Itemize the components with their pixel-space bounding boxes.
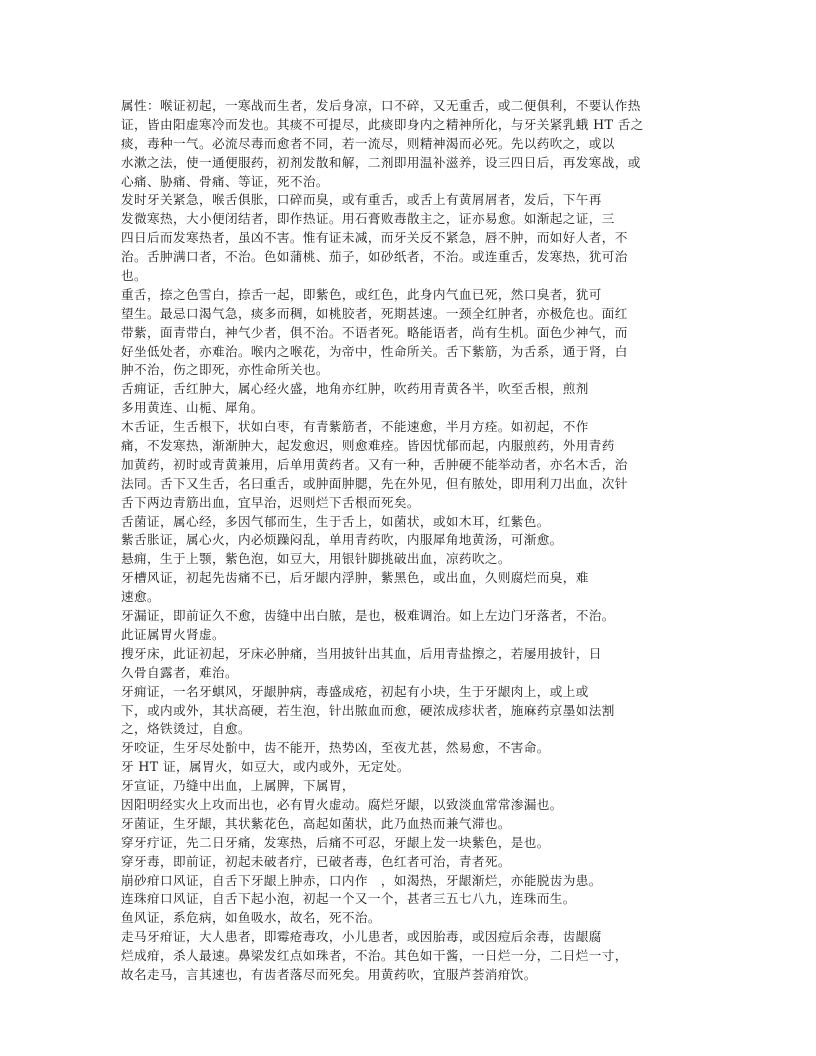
text-line: 之，烙铁烫过，自愈。 <box>121 721 251 737</box>
text-line: 加黄药，初时或青黄兼用，后单用黄药者。又有一种，舌肿硬不能举动者，亦名木舌，治 <box>121 456 628 472</box>
text-line: 牙槽风证，初起先齿痛不已，后牙龈内浮肿，紫黑色，或出血，久则腐烂而臭，难 <box>121 570 589 586</box>
text-line: 走马牙疳证，大人患者，即霉疮毒攻，小儿患者，或因胎毒，或因痘后余毒，齿龈腐 <box>121 929 602 945</box>
text-line: 属性：喉证初起，一寒战而生者，发后身凉，口不碎，又无重舌，或二便俱利，不要认作热 <box>121 98 641 113</box>
text-line: 好坐低处者，亦难治。喉内之喉花，为帝中，性命所关。舌下紫筋，为舌系，通于肾，白 <box>121 343 628 359</box>
text-line: 牙菌证，生牙龈，其状紫花色，高起如菌状，此乃血热而兼气滞也。 <box>121 815 511 831</box>
text-line: 牙宣证，乃缝中出血，上属脾，下属胃， <box>121 778 355 794</box>
text-line: 此证属胃火肾虚。 <box>121 626 225 642</box>
text-line: 牙痈证，一名牙蜞风，牙龈肿病，毒盛成疮，初起有小块，生于牙龈肉上，或上或 <box>121 683 589 699</box>
text-line: 心痛、胁痛、骨痛、等证，死不治。 <box>121 173 329 189</box>
text-line: 烂成疳，杀人最速。鼻梁发红点如珠者，不治。其色如干酱，一日烂一分，二日烂一寸， <box>121 948 628 964</box>
text-line: 故名走马，言其速也，有齿者落尽而死矣。用黄药吹，宜服芦荟消疳饮。 <box>121 966 537 982</box>
text-line: 舌菌证，属心经，多因气郁而生，生于舌上，如菌状，或如木耳，红紫色。 <box>121 513 550 529</box>
text-line: 崩砂疳口风证，自舌下牙龈上肿赤，口内作 ，如渴热，牙龈渐烂，亦能脱齿为患。 <box>121 872 602 888</box>
text-line: 法同。舌下又生舌，名曰重舌，或肿面肿腮，先在外见，但有脓处，即用利刀出血，次针 <box>121 475 628 491</box>
text-line: 发微寒热，大小便闭结者，即作热证。用石膏败毒散主之，证亦易愈。如渐起之证，三 <box>121 211 615 227</box>
text-line: 穿牙疔证，先二日牙痛，发寒热，后痛不可忍，牙龈上发一块紫色，是也。 <box>121 834 550 850</box>
text-line: 四日后而发寒热者，虽凶不害。惟有证未减，而牙关反不紧急，唇不肿，而如好人者，不 <box>121 230 628 246</box>
text-line: 牙 HT 证，属胃火，如豆大，或内或外，无定处。 <box>121 759 410 775</box>
text-line: 舌下两边青筋出血，宜早治，迟则烂下舌根而死矣。 <box>121 494 420 510</box>
text-line: 久骨自露者，难治。 <box>121 664 238 680</box>
text-line: 水漱之法，使一通便服药，初剂发散和解，二剂即用温补滋养，设三四日后，再发寒战，或 <box>121 154 641 170</box>
text-line: 悬痈，生于上颚，紫色泡，如豆大，用银针脚挑破出血，凉药吹之。 <box>121 551 511 567</box>
text-line: 治。舌肿满口者，不治。色如蒲桃、茄子，如砂纸者，不治。或连重舌，发寒热，犹可治 <box>121 249 628 265</box>
text-line: 多用黄连、山栀、犀角。 <box>121 400 264 416</box>
text-line: 连珠疳口风证，自舌下起小泡，初起一个又一个，甚者三五七八九，连珠而生。 <box>121 891 576 907</box>
text-line: 证，皆由阳虚寒冷而发也。其痰不可提尽，此痰即身内之精神所化，与牙关紧乳蛾 HT 舌之 <box>121 116 644 132</box>
text-line: 痰，毒种一气。必流尽毒而愈者不同，若一流尽，则精神渴而必死。先以药吹之，或以 <box>121 135 615 151</box>
text-line: 望生。最忌口渴气急，痰多而稠，如桃胶者，死期甚速。一颈全红肿者，亦极危也。面红 <box>121 305 628 321</box>
text-line: 牙漏证，即前证久不愈，齿缝中出白脓，是也，极难调治。如上左边门牙落者，不治。 <box>121 608 615 624</box>
text-line: 鱼风证，系危病，如鱼吸水，故名，死不治。 <box>121 910 381 926</box>
text-line: 肿不治，伤之即死，亦性命所关也。 <box>121 362 329 378</box>
text-line: 木舌证，生舌根下，状如白枣，有青紫筋者，不能速愈，半月方痊。如初起，不作 <box>121 419 589 435</box>
text-line: 搜牙床，此证初起，牙床必肿痛，当用披针出其血，后用青盐擦之，若屡用披针，日 <box>121 645 602 661</box>
text-line: 带紫，面青带白，神气少者，俱不治。不语者死。略能语者，尚有生机。面色少神气，而 <box>121 324 628 340</box>
text-line: 痛，不发寒热，渐渐肿大，起发愈迟，则愈难痊。皆因忧郁而起，内服煎药，外用青药 <box>121 438 615 454</box>
text-line: 因阳明经实火上攻而出也，必有胃火虚动。腐烂牙龈，以致淡血常常渗漏也。 <box>121 796 563 812</box>
text-line: 紫舌胀证，属心火，内必烦躁闷乱，单用青药吹，内服犀角地黄汤，可渐愈。 <box>121 532 563 548</box>
text-line: 也。 <box>121 268 147 284</box>
text-line: 舌痈证，舌红肿大，属心经火盛，地角亦红肿，吹药用青黄各半，吹至舌根，煎剂 <box>121 381 589 397</box>
text-line: 速愈。 <box>121 589 160 605</box>
text-line: 牙咬证，生牙尽处骱中，齿不能开，热势凶，至夜尤甚，然易愈，不害命。 <box>121 740 550 756</box>
text-line: 重舌，捺之色雪白，捺舌一起，即紫色，或红色，此身内气血已死，然口臭者，犹可 <box>121 286 602 302</box>
document-body <box>121 97 691 985</box>
text-line: 穿牙毒，即前证，初起未破者疔，已破者毒，色红者可治，青者死。 <box>121 853 511 869</box>
text-line: 下，或内或外，其状高硬，若生泡，针出脓血而愈，硬浓成疹状者，施麻药京墨如法割 <box>121 702 615 718</box>
text-line: 发时牙关紧急，喉舌俱胀，口碎而臭，或有重舌，或舌上有黄屑屑者，发后，下午再 <box>121 192 602 208</box>
